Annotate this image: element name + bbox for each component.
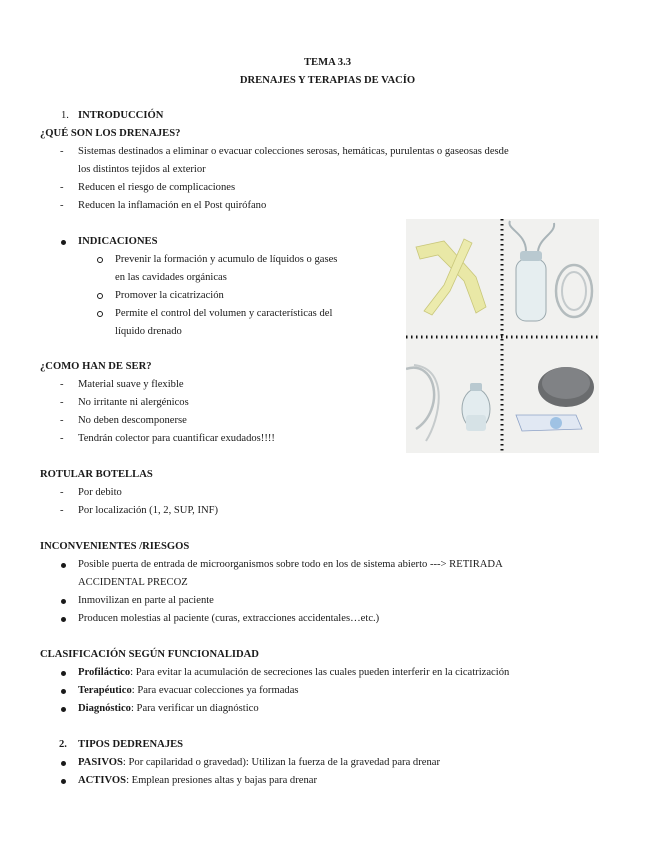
heading-clasificacion: CLASIFICACIÓN SEGÚN FUNCIONALIDAD	[40, 649, 259, 660]
bullet-marker	[61, 689, 66, 694]
term-description: : Para evitar la acumulación de secreciones las cuales pueden interferir en la cicatrización	[130, 667, 510, 678]
list-item: Producen molestias al paciente (curas, extracciones accidentales…etc.)	[78, 613, 380, 624]
dash-marker: -	[60, 200, 64, 211]
heading-indicaciones: INDICACIONES	[78, 236, 158, 247]
section-number-tipos: 2.	[59, 739, 67, 750]
dash-marker: -	[60, 146, 64, 157]
heading-inconvenientes: INCONVENIENTES /RIESGOS	[40, 541, 190, 552]
bullet-marker	[61, 240, 66, 245]
list-item: Promover la cicatrización	[115, 290, 224, 301]
term-description: : Para verificar un diagnóstico	[130, 703, 259, 714]
list-item: Tendrán colector para cuantificar exudados!!!!	[78, 433, 275, 444]
list-item: Inmovilizan en parte al paciente	[78, 595, 214, 606]
list-item	[78, 686, 299, 697]
document-title: TEMA 3.3	[303, 57, 352, 68]
list-item-continuation: en las cavidades orgánicas	[115, 272, 227, 283]
list-item: Material suave y flexible	[78, 379, 184, 390]
list-item: No deben descomponerse	[78, 415, 187, 426]
dash-marker: -	[60, 182, 64, 193]
document-subtitle: DRENAJES Y TERAPIAS DE VACÍO	[239, 75, 416, 86]
circle-bullet	[97, 311, 103, 317]
list-item: Reducen el riesgo de complicaciones	[78, 182, 236, 193]
bullet-marker	[61, 563, 66, 568]
term-pasivos: PASIVOS	[78, 757, 123, 768]
term-description: : Para evacuar colecciones ya formadas	[131, 685, 299, 696]
list-item	[78, 704, 259, 715]
dash-marker: -	[60, 487, 64, 498]
heading-como-han-de-ser: ¿COMO HAN DE SER?	[40, 361, 152, 372]
list-item	[78, 776, 317, 787]
bullet-marker	[61, 599, 66, 604]
term-activos: ACTIVOS	[78, 775, 127, 786]
list-item	[78, 668, 509, 679]
term-diagnostico: Diagnóstico	[78, 703, 131, 714]
dash-marker: -	[60, 433, 64, 444]
list-item: Prevenir la formación y acumulo de líquidos o gases	[115, 254, 338, 265]
dash-marker: -	[60, 505, 64, 516]
term-terapeutico: Terapéutico	[78, 685, 132, 696]
list-item: Sistemas destinados a eliminar o evacuar colecciones serosas, hemáticas, purulentas o gaseosas desde	[78, 146, 509, 157]
list-item: Reducen la inflamación en el Post quirófano	[78, 200, 267, 211]
bullet-marker	[61, 671, 66, 676]
circle-bullet	[97, 293, 103, 299]
heading-tipos-drenajes: TIPOS DEDRENAJES	[78, 739, 184, 750]
drainage-devices-photo	[406, 219, 599, 453]
heading-rotular-botellas: ROTULAR BOTELLAS	[40, 469, 153, 480]
list-item-continuation: ACCIDENTAL PRECOZ	[78, 577, 188, 588]
term-profilactico: Profiláctico	[78, 667, 131, 678]
heading-introduccion: INTRODUCCIÓN	[78, 110, 164, 121]
list-item: Por debito	[78, 487, 122, 498]
list-item-continuation: líquido drenado	[115, 326, 182, 337]
term-description: : Emplean presiones altas y bajas para drenar	[126, 775, 317, 786]
list-item: Posible puerta de entrada de microorganismos sobre todo en los de sistema abierto ---> RETIRADA	[78, 559, 503, 570]
heading-que-son: ¿QUÉ SON LOS DRENAJES?	[40, 128, 181, 139]
dash-marker: -	[60, 397, 64, 408]
list-item-continuation: los distintos tejidos al exterior	[78, 164, 206, 175]
bullet-marker	[61, 617, 66, 622]
list-item: Por localización (1, 2, SUP, INF)	[78, 505, 219, 516]
term-description: : Por capilaridad o gravedad): Utilizan la fuerza de la gravedad para drenar	[122, 757, 440, 768]
dash-marker: -	[60, 415, 64, 426]
bullet-marker	[61, 779, 66, 784]
list-item: Permite el control del volumen y características del	[115, 308, 333, 319]
bullet-marker	[61, 761, 66, 766]
section-number-intro: 1.	[61, 110, 69, 121]
dash-marker: -	[60, 379, 64, 390]
bullet-marker	[61, 707, 66, 712]
list-item	[78, 758, 440, 769]
list-item: No irritante ni alergénicos	[78, 397, 189, 408]
circle-bullet	[97, 257, 103, 263]
